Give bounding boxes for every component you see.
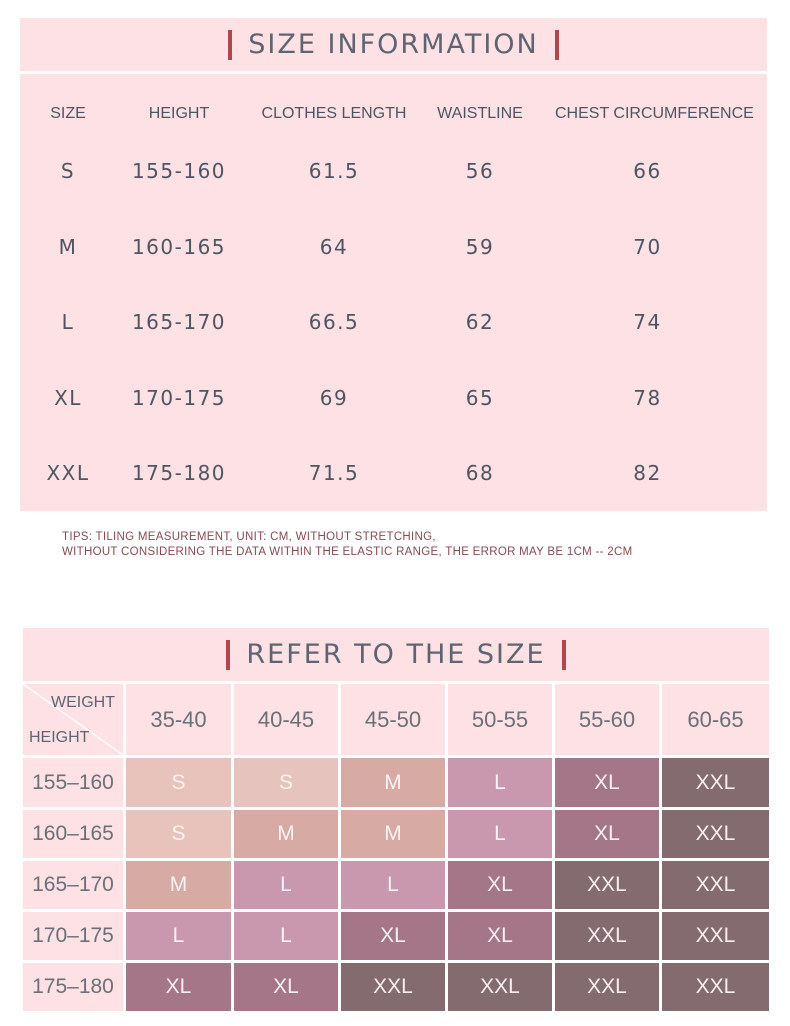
size-cell: XL (448, 912, 552, 960)
waistline-cell: 56 (465, 159, 495, 183)
height-cell: 170-175 (131, 386, 227, 410)
size-information-table (20, 74, 767, 511)
height-cell: 165-170 (131, 310, 227, 334)
header-waistline: WAISTLINE (437, 105, 523, 122)
size-cell: XXL (341, 963, 445, 1011)
waistline-cell: 68 (465, 461, 495, 485)
size-cell: XL (126, 963, 231, 1011)
weight-column-header: 55-60 (555, 684, 659, 755)
chest-cell: 78 (633, 386, 662, 410)
clothes-length-cell: 69 (319, 386, 349, 410)
height-cell: 175-180 (131, 461, 227, 485)
height-cell: 155-160 (131, 159, 227, 183)
corner-weight-label: WEIGHT (51, 694, 115, 711)
weight-column-header: 45-50 (341, 684, 445, 755)
table-row (20, 378, 767, 418)
size-information-title (228, 29, 559, 60)
size-cell: M (58, 235, 78, 259)
size-cell: XL (341, 912, 445, 960)
size-cell: XXL (555, 861, 659, 909)
size-cell: XXL (662, 758, 769, 807)
size-cell: XL (555, 810, 659, 858)
size-cell: L (448, 810, 552, 858)
size-cell: L (448, 758, 552, 807)
chest-cell: 74 (633, 310, 662, 334)
size-cell: S (126, 810, 231, 858)
chest-cell: 66 (633, 159, 662, 183)
waistline-cell: 65 (465, 386, 495, 410)
size-cell: XL (54, 386, 82, 410)
height-cell: 160-165 (131, 235, 227, 259)
height-row-header: 175–180 (23, 963, 123, 1011)
weight-column-header: 50-55 (448, 684, 552, 755)
size-cell: XL (448, 861, 552, 909)
header-clothes-length: CLOTHES LENGTH (261, 105, 407, 122)
size-cell: XXL (662, 810, 769, 858)
refer-size-title-bar (23, 628, 769, 681)
table-row (20, 302, 767, 342)
weight-column-header: 60-65 (662, 684, 769, 755)
height-row-header: 165–170 (23, 861, 123, 909)
size-reference-grid (23, 684, 769, 1011)
clothes-length-cell: 66.5 (308, 310, 360, 334)
chest-cell: 82 (633, 461, 662, 485)
tips-line-1: TIPS: TILING MEASUREMENT, UNIT: CM, WITHOUT STRETCHING, (62, 531, 436, 543)
size-cell: M (341, 758, 445, 807)
size-cell: L (234, 912, 338, 960)
clothes-length-cell: 64 (319, 235, 349, 259)
title-right-bar (562, 640, 566, 670)
clothes-length-cell: 61.5 (308, 159, 360, 183)
table-row (20, 453, 767, 493)
size-cell: XL (555, 758, 659, 807)
size-cell: XXL (555, 963, 659, 1011)
waistline-cell: 62 (465, 310, 495, 334)
size-information-title-text: SIZE INFORMATION (248, 29, 539, 60)
size-cell: M (126, 861, 231, 909)
size-cell: XXL (662, 963, 769, 1011)
size-table-header-row (20, 94, 767, 134)
size-cell: XXL (448, 963, 552, 1011)
size-cell: S (126, 758, 231, 807)
size-information-title-bar (20, 18, 767, 71)
table-row (20, 227, 767, 267)
clothes-length-cell: 71.5 (308, 461, 360, 485)
corner-height-label: HEIGHT (29, 729, 90, 746)
size-cell: XXL (555, 912, 659, 960)
size-cell: XL (234, 963, 338, 1011)
header-size: SIZE (50, 105, 86, 122)
measurement-tips (62, 530, 632, 560)
refer-size-title-text: REFER TO THE SIZE (246, 639, 546, 670)
size-cell: S (234, 758, 338, 807)
header-chest-circumference: CHEST CIRCUMFERENCE (555, 105, 754, 122)
chest-cell: 70 (633, 235, 662, 259)
height-row-header: 160–165 (23, 810, 123, 858)
title-right-bar (555, 30, 559, 60)
header-height: HEIGHT (148, 105, 210, 122)
size-cell: L (61, 310, 75, 334)
size-cell: XXL (662, 861, 769, 909)
tips-line-2: WITHOUT CONSIDERING THE DATA WITHIN THE ELASTIC RANGE, THE ERROR MAY BE 1CM -- 2CM (62, 546, 633, 558)
table-row (20, 151, 767, 191)
refer-size-title (226, 639, 565, 670)
size-cell: S (60, 159, 76, 183)
weight-column-header: 40-45 (234, 684, 338, 755)
size-cell: XXL (662, 912, 769, 960)
size-cell: L (341, 861, 445, 909)
waistline-cell: 59 (465, 235, 495, 259)
height-row-header: 155–160 (23, 758, 123, 807)
size-cell: XXL (46, 461, 90, 485)
weight-column-header: 35-40 (126, 684, 231, 755)
size-cell: M (341, 810, 445, 858)
height-row-header: 170–175 (23, 912, 123, 960)
grid-corner-cell (23, 684, 123, 755)
size-cell: L (126, 912, 231, 960)
size-cell: M (234, 810, 338, 858)
size-cell: L (234, 861, 338, 909)
